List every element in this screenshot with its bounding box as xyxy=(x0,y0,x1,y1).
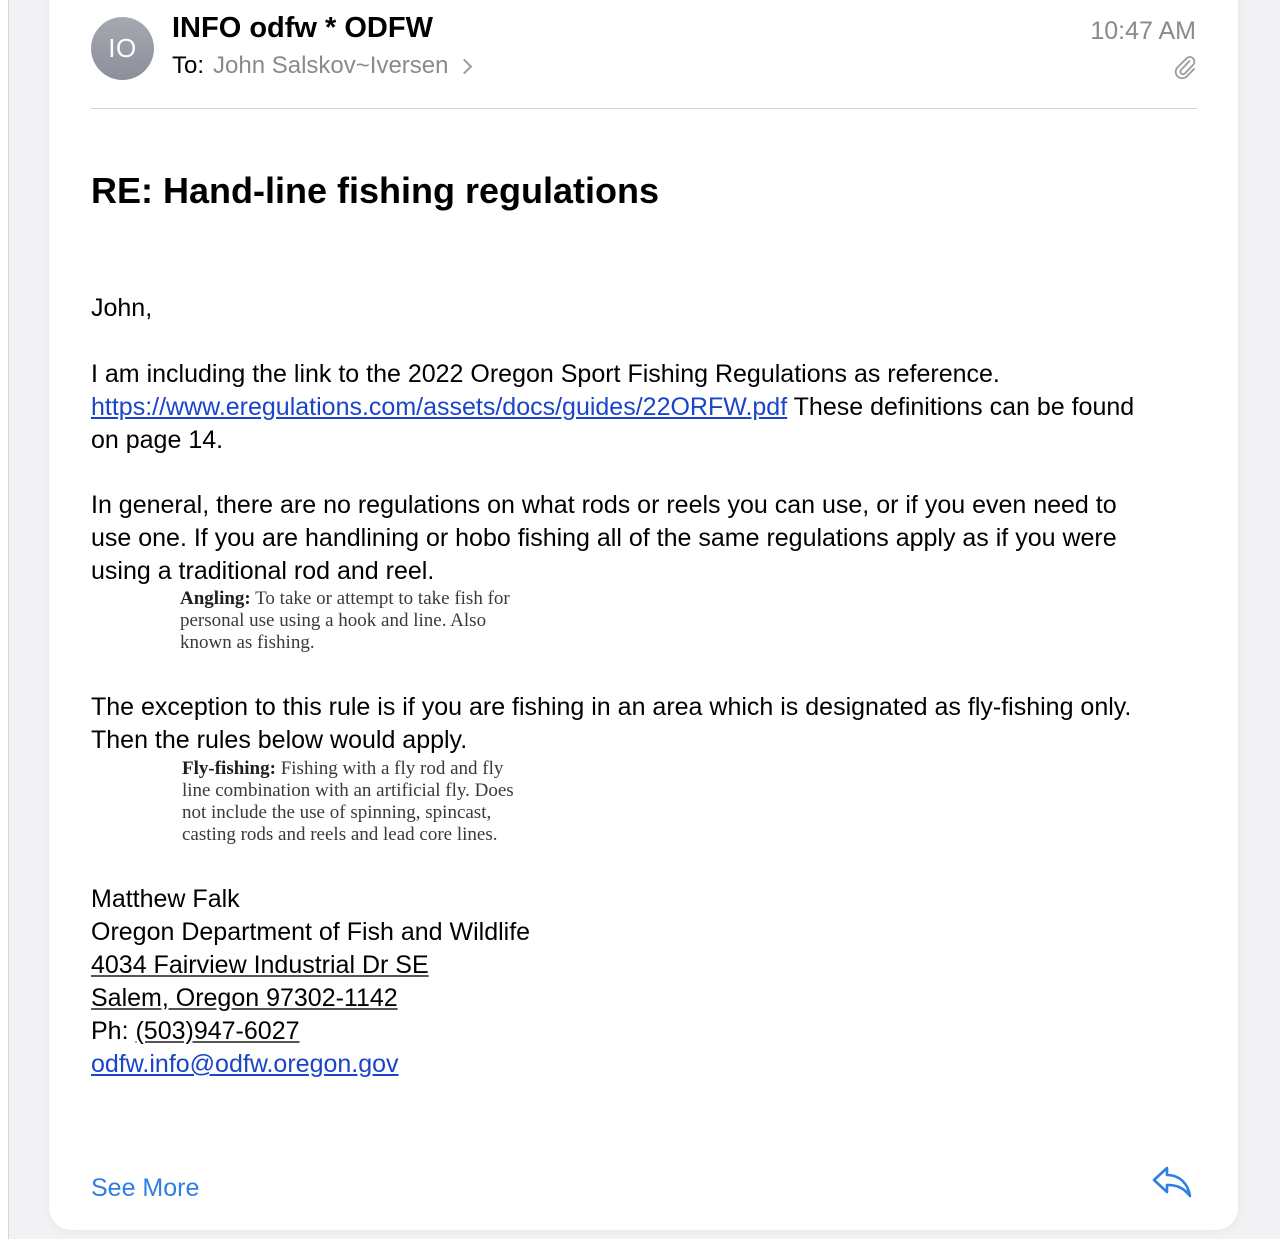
paragraph-1-line-3: on page 14. xyxy=(91,426,224,454)
angling-line-3: known as fishing. xyxy=(180,632,315,653)
phone-label: Ph: xyxy=(91,1017,136,1045)
signature-address-line-1 xyxy=(91,949,429,982)
fly-line-4: casting rods and reels and lead core lines. xyxy=(182,824,498,845)
angling-definition-image xyxy=(180,588,510,654)
signature-phone-line xyxy=(91,1015,300,1048)
paragraph-2-line-1: In general, there are no regulations on what rods or reels you can use, or if you even need to xyxy=(91,491,1117,519)
reply-icon[interactable] xyxy=(1150,1162,1196,1202)
paragraph-2-line-2: use one. If you are handlining or hobo fishing all of the same regulations apply as if you were xyxy=(91,524,1117,552)
recipient-line[interactable] xyxy=(172,52,470,80)
signature-org: Oregon Department of Fish and Wildlife xyxy=(91,918,531,946)
angling-line-2: personal use using a hook and line. Also xyxy=(180,610,487,631)
fly-line-3: not include the use of spinning, spincast, xyxy=(182,802,492,823)
paperclip-icon xyxy=(1173,53,1197,81)
fly-line-2: line combination with an artificial fly. Does xyxy=(182,780,514,801)
angling-term: Angling: xyxy=(180,588,251,609)
to-label: To: xyxy=(172,52,205,79)
fly-line-1: Fly-fishing: Fishing with a fly rod and fly xyxy=(182,758,504,779)
email-link[interactable]: odfw.info@odfw.oregon.gov xyxy=(91,1050,399,1078)
received-time: 10:47 AM xyxy=(1090,17,1196,45)
paragraph-2-line-3: using a traditional rod and reel. xyxy=(91,557,435,585)
sender-avatar[interactable] xyxy=(91,17,154,80)
avatar-initials: IO xyxy=(108,33,137,63)
sender-name[interactable]: INFO odfw * ODFW xyxy=(172,12,433,44)
header-divider xyxy=(91,108,1197,109)
signature-email-line xyxy=(91,1048,399,1081)
address-link-2[interactable]: Salem, Oregon 97302-1142 xyxy=(91,984,398,1012)
signature-name: Matthew Falk xyxy=(91,885,240,913)
paragraph-1-line-2 xyxy=(91,391,1134,424)
email-subject: RE: Hand-line fishing regulations xyxy=(91,170,660,211)
paragraph-1-after-link: These definitions can be found xyxy=(787,393,1135,421)
phone-link[interactable]: (503)947-6027 xyxy=(135,1017,300,1045)
see-more-button[interactable]: See More xyxy=(91,1174,200,1202)
angling-line-1: Angling: To take or attempt to take fish for xyxy=(180,588,510,609)
signature-address-line-2 xyxy=(91,982,398,1015)
paragraph-1-line-1: I am including the link to the 2022 Oregon Sport Fishing Regulations as reference. xyxy=(91,360,1000,388)
paragraph-3-line-2: Then the rules below would apply. xyxy=(91,726,468,754)
fly-fishing-definition-image xyxy=(182,758,514,846)
greeting: John, xyxy=(91,294,153,322)
window-edge xyxy=(0,0,9,1239)
address-link-1[interactable]: 4034 Fairview Industrial Dr SE xyxy=(91,951,429,979)
chevron-right-icon[interactable] xyxy=(457,59,473,75)
recipient-name[interactable]: John Salskov~Iversen xyxy=(213,52,449,79)
paragraph-3-line-1: The exception to this rule is if you are fishing in an area which is designated as fly-fishing only. xyxy=(91,693,1132,721)
regulations-pdf-link[interactable]: https://www.eregulations.com/assets/docs/guides/22ORFW.pdf xyxy=(91,393,788,421)
fly-fishing-term: Fly-fishing: xyxy=(182,758,276,779)
